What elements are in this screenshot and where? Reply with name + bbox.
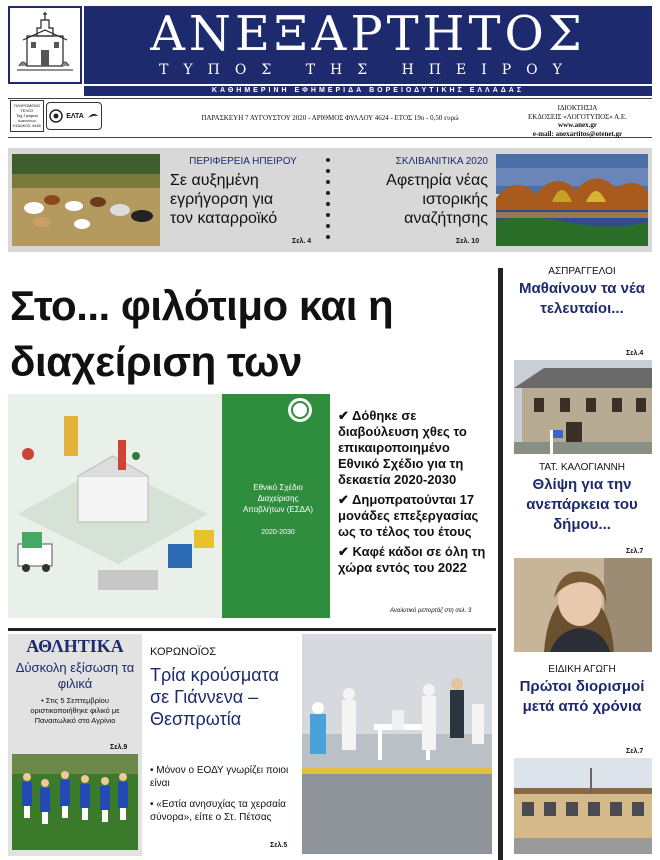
side-story-2-page: Σελ.7	[626, 548, 644, 555]
lead-bullet: ✔ Καφέ κάδοι σε όλη τη χώρα εντός του 2022	[338, 544, 486, 575]
elta-logo-icon	[49, 109, 63, 123]
sports-bullet: • Στις 5 Σεπτεμβρίου οριστικοποιήθηκε φιλικό με Παναιτωλικό στο Αγρίνιο	[30, 696, 120, 725]
teaser-right-kicker: ΣΚΛΙΒΑΝΙΤΙΚΑ 2020	[395, 156, 488, 167]
graphic-caption-1: Εθνικό Σχέδιο	[253, 483, 303, 492]
lead-bullet: ✔ Δημοπρατούνται 17 μονάδες επεξεργασίας ως το τέλος του έτους	[338, 492, 479, 539]
publisher-line-2: ΕΚΔΟΣΕΙΣ «ΛΟΓΟΤΥΠΟΣ» Α.Ε.	[528, 112, 627, 121]
sports-section: ΑΘΛΗΤΙΚΑ	[26, 636, 124, 656]
sports-page: Σελ.9	[110, 744, 128, 751]
waste-plan-graphic	[8, 394, 330, 618]
section-divider	[8, 628, 496, 631]
side-story-3[interactable]	[512, 664, 652, 717]
side-story-3-page: Σελ.7	[626, 748, 644, 755]
side-story-3-title: Πρώτοι διορισμοί μετά από χρόνια	[519, 678, 645, 715]
lead-bullet-text: Καφέ κάδοι σε όλη τη χώρα εντός του 2022	[338, 544, 486, 575]
side-story-2-kicker: ΤΑΤ. ΚΑΛΟΓΙΑΝΝΗ	[538, 462, 626, 473]
school-building-photo	[514, 758, 652, 854]
teaser-right-title: Αφετηρία νέας ιστορικής αναζήτησης	[386, 172, 488, 227]
graphic-caption-2: Διαχείρισης	[257, 494, 299, 503]
lead-headline[interactable]: Στο... φιλότιμο και η διαχείριση των	[10, 282, 394, 385]
side-story-2-title: Θλίψη για την ανεπάρκεια του δήμου...	[526, 476, 638, 533]
newspaper-subtitle: ΤΥΠΟΣ ΤΗΣ ΗΠΕΙΡΟΥ	[159, 62, 577, 78]
church-logo	[8, 6, 82, 84]
lead-bullet-text: Δόθηκε σε διαβούλευση χθες το επικαιροποιημένο Εθνικό Σχέδιο για τη δεκαετία 2020-2030	[338, 408, 467, 487]
graphic-caption-3: Αποβλήτων (ΕΣΔΑ)	[242, 505, 314, 514]
covid-title[interactable]: Τρία κρούσματα σε Γιάννενα – Θεσπρωτία	[150, 665, 279, 729]
teaser-divider	[326, 156, 330, 246]
lake-photo	[496, 154, 648, 246]
covid-bullet-2: • «Εστία ανησυχίας τα χερσαία σύνορα», είπε ο Στ. Πέτσας	[150, 799, 286, 823]
covid-bullet-1: • Μόνον ο ΕΟΔΥ γνωρίζει ποιοι είναι	[150, 765, 289, 789]
email: e-mail: anexartitos@otenet.gr	[532, 129, 623, 138]
bird-icon	[87, 110, 99, 122]
football-photo	[12, 754, 138, 850]
sports-title[interactable]: Δύσκολη εξίσωση τα φιλικά	[15, 660, 135, 691]
side-story-1-title: Μαθαίνουν τα νέα τελευταίοι...	[519, 280, 645, 317]
portrait-photo	[514, 558, 652, 652]
side-story-3-kicker: ΕΙΔΙΚΗ ΑΓΩΓΗ	[548, 664, 616, 675]
publisher-info	[505, 104, 650, 138]
lead-bullets	[338, 408, 494, 580]
publisher-line-1: ΙΔΙΟΚΤΗΣΙΑ	[557, 104, 598, 112]
village-house-photo	[514, 360, 652, 454]
lead-ref: Αναλυτικό ρεπορτάζ στη σελ. 3	[390, 608, 472, 614]
newspaper-tagline: ΚΑΘΗΜΕΡΙΝΗ ΕΦΗΜΕΡΙΔΑ ΒΟΡΕΙΟΔΥΤΙΚΗΣ ΕΛΛΑΔΑΣ	[84, 86, 652, 96]
elta-stamp	[46, 102, 102, 130]
website: www.anex.gr	[558, 121, 597, 129]
teaser-right-page: Σελ. 10	[456, 238, 480, 245]
cattle-photo	[12, 154, 160, 246]
side-story-1-kicker: ΑΣΠΡΑΓΓΕΛΟΙ	[548, 266, 616, 277]
teaser-left-kicker: ΠΕΡΙΦΕΡΕΙΑ ΗΠΕΙΡΟΥ	[189, 156, 297, 167]
testing-photo	[302, 634, 492, 854]
covid-page: Σελ.5	[270, 842, 288, 849]
teaser-left[interactable]	[164, 156, 322, 228]
side-story-1[interactable]	[512, 266, 652, 319]
teaser-left-page: Σελ. 4	[292, 238, 312, 245]
newspaper-title: ΑΝΕΞΑΡΤΗΤΟΣ	[150, 6, 586, 62]
lead-bullet: ✔ Δόθηκε σε διαβούλευση χθες το επικαιροποιημένο Εθνικό Σχέδιο για τη δεκαετία 2020-2030	[338, 408, 467, 487]
graphic-years: 2020-2030	[261, 529, 295, 536]
side-story-2[interactable]	[512, 462, 652, 535]
covid-kicker: ΚΟΡΩΝΟΪΟΣ	[150, 646, 217, 658]
postage-stamp	[10, 100, 44, 132]
side-story-1-page: Σελ.4	[626, 350, 644, 357]
column-divider	[498, 268, 503, 860]
dateline: ΠΑΡΑΣΚΕΥΗ 7 ΑΥΓΟΥΣΤΟΥ 2020 - ΑΡΙΘΜΟΣ ΦΥΛΛΟΥ 4624 - ΕΤΟΣ 19ο - 0,50 ευρώ	[201, 114, 459, 122]
postage-stamp-text: ΠΛΗΡΩΜΕΝΟ ΤΕΛΟΣ Ταχ.Γραφείο Ιωαννίνων ΚΩΔΙΚΟΣ 4446	[13, 103, 41, 128]
teaser-right[interactable]	[336, 156, 488, 228]
lead-bullet-text: Δημοπρατούνται 17 μονάδες επεξεργασίας ως το τέλος του έτους	[338, 492, 479, 539]
graphic-caption	[228, 482, 328, 538]
elta-label: ΕΛΤΑ	[66, 112, 84, 120]
teaser-left-title: Σε αυξημένη εγρήγορση για τον καταρροϊκό	[170, 172, 278, 227]
